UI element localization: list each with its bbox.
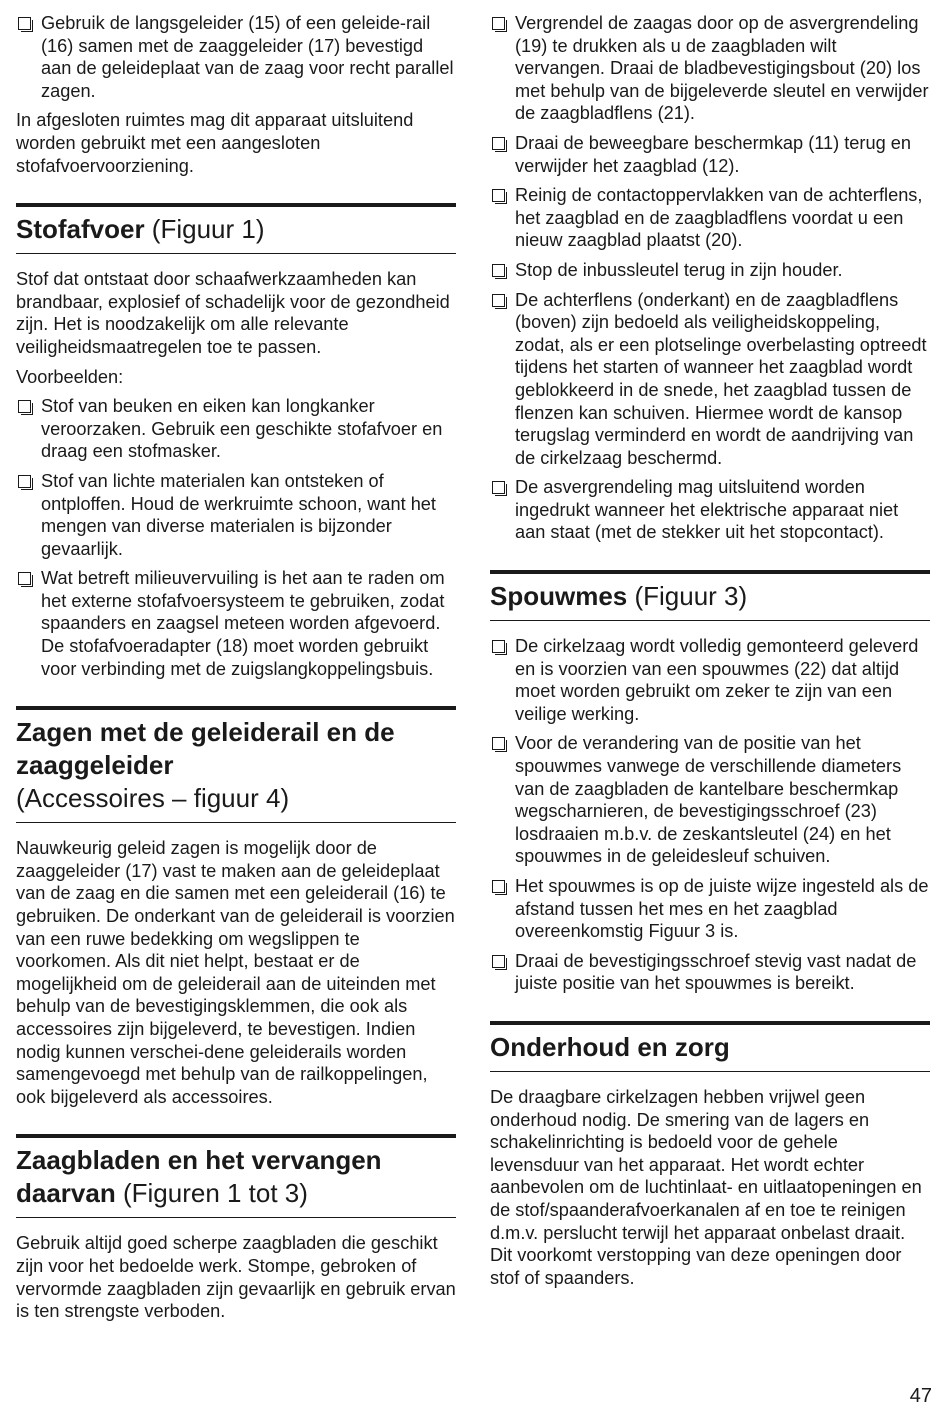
list-item: Draai de bevestigingsschroef stevig vast nadat de juiste positie van het spouwmes is bereikt. (490, 950, 930, 995)
checkbox-bullet-icon (492, 640, 505, 653)
list-item: Het spouwmes is op de juiste wijze ingesteld als de afstand tussen het mes en het zaagblad overeenkomstig Figuur 3 is. (490, 875, 930, 943)
page-number: 47 (909, 1385, 932, 1407)
checkbox-bullet-icon (492, 481, 505, 494)
checkbox-bullet-icon (18, 17, 31, 30)
checkbox-bullet-icon (492, 294, 505, 307)
section-heading: Stofafvoer (Figuur 1) (16, 203, 456, 254)
paragraph: Voorbeelden: (16, 366, 124, 387)
section-heading: Onderhoud en zorg (490, 1021, 930, 1072)
bullet-list (490, 635, 930, 995)
list-item: De cirkelzaag wordt volledig gemonteerd geleverd en is voorzien van een spouwmes (22) dat altijd moet worden gebruikt om zeker te zijn van een veilige werking. (490, 635, 930, 725)
checkbox-bullet-icon (492, 189, 505, 202)
list-item: Stof van lichte materialen kan ontsteken of ontploffen. Houd de werkruimte schoon, want het mengen van diverse materialen is bijzonder gevaarlijk. (16, 470, 456, 560)
paragraph: Nauwkeurig geleid zagen is mogelijk door de zaaggeleider (17) vast te maken aan de geleideplaat van de zaag en die samen met een geleiderail (16) te gebruiken. De onderkant van de geleiderail is voorzien van een ruwe bedekking om wegslippen te voorkomen. Als dit niet helpt, bestaat er de mogelijkheid om de geleiderail aan de uiteinden met behulp van de bevestigingsklemmen, die ook als accessoires zijn bijgeleverd, te bevestigen. Indien nodig kunnen verschei-dene geleiderails worden samengevoegd met behulp van de railkoppelingen, ook bijgeleverd als accessoires. (16, 838, 455, 1107)
paragraph: De draagbare cirkelzagen hebben vrijwel geen onderhoud nodig. De smering van de lagers en schakelinrichting is bedoeld voor de gehele levensduur van het apparaat. Het wordt echter aanbevolen om de luchtinlaat- en uitlaatopeningen en de stof/spaanderafvoerkanalen af en toe te reinigen d.m.v. perslucht terwijl het apparaat onbelast draait. Dit voorkomt verstopping van deze openingen door stof of spaanders. (490, 1086, 922, 1288)
list-item: De asvergrendeling mag uitsluitend worden ingedrukt wanneer het elektrische apparaat niet aan staat (met de stekker uit het stopcontact). (490, 476, 930, 544)
bullet-list (490, 12, 930, 544)
checkbox-bullet-icon (18, 400, 31, 413)
section-heading: Spouwmes (Figuur 3) (490, 570, 930, 621)
list-item: Gebruik de langsgeleider (15) of een geleide-rail (16) samen met de zaaggeleider (17) bevestigd aan de geleideplaat van de zaag voor recht parallel zagen. (16, 12, 456, 102)
bullet-list (16, 395, 456, 680)
list-item: Reinig de contactoppervlakken van de achterflens, het zaagblad en de zaagbladflens voordat u een nieuw zaagblad plaatst (20). (490, 184, 930, 252)
section-zaagbladen (16, 1134, 456, 1322)
section-onderhoud (490, 1021, 930, 1289)
checkbox-bullet-icon (18, 475, 31, 488)
checkbox-bullet-icon (492, 264, 505, 277)
checkbox-bullet-icon (18, 572, 31, 585)
section-heading: Zaagbladen en het vervangen daarvan (Figuren 1 tot 3) (16, 1134, 456, 1218)
list-item: Wat betreft milieuvervuiling is het aan te raden om het externe stofafvoersysteem te gebruiken, zodat spaanders en zaagsel meteen worden afgevoerd. De stofafvoeradapter (18) moet worden gebruikt voor verbinding met de zuigslangkoppelingsbuis. (16, 567, 456, 680)
section-zagen (16, 706, 456, 1108)
section-stofafvoer (16, 203, 456, 680)
list-item: Stof van beuken en eiken kan longkanker veroorzaken. Gebruik een geschikte stofafvoer en draag een stofmasker. (16, 395, 456, 463)
paragraph: Stof dat ontstaat door schaafwerkzaamheden kan brandbaar, explosief of schadelijk voor de gezondheid zijn. Het is noodzakelijk om alle relevante veiligheidsmaatregelen toe te passen. (16, 269, 450, 357)
right-column (490, 12, 930, 1296)
checkbox-bullet-icon (492, 737, 505, 750)
checkbox-bullet-icon (492, 955, 505, 968)
list-item: Stop de inbussleutel terug in zijn houder. (490, 259, 930, 282)
checkbox-bullet-icon (492, 17, 505, 30)
section-spouwmes (490, 570, 930, 995)
list-item: Vergrendel de zaagas door op de asvergrendeling (19) te drukken als u de zaagbladen wilt vervangen. Draai de bladbevestigingsbout (20) los met behulp van de bijgeleverde sleutel en verwijder de zaagbladflens (21). (490, 12, 930, 125)
paragraph: Gebruik altijd goed scherpe zaagbladen die geschikt zijn voor het bedoelde werk. Stompe, gebroken of vervormde zaagbladen zijn gevaarlijk en gebruik ervan is ten strengste verboden. (16, 1233, 456, 1322)
intro-paragraph: In afgesloten ruimtes mag dit apparaat uitsluitend worden gebruikt met een aangesloten stofafvoervoorziening. (16, 110, 414, 176)
section-heading: Zagen met de geleiderail en de zaaggeleider (Accessoires – figuur 4) (16, 706, 456, 823)
checkbox-bullet-icon (492, 137, 505, 150)
left-column (16, 12, 456, 1330)
checkbox-bullet-icon (492, 880, 505, 893)
intro-list (16, 12, 456, 102)
list-item: Draai de beweegbare beschermkap (11) terug en verwijder het zaagblad (12). (490, 132, 930, 177)
list-item: Voor de verandering van de positie van het spouwmes vanwege de verschillende diameters van de zaagbladen de kantelbare beschermkap wegscharnieren, de bevestigingsschroef (23) losdraaien m.b.v. de zeskantsleutel (24) en het spouwmes in de geleidesleuf schuiven. (490, 732, 930, 868)
list-item: De achterflens (onderkant) en de zaagbladflens (boven) zijn bedoeld als veiligheidskoppeling, zodat, als er een plotselinge overbelasting optreedt tijdens het starten of wanneer het zaagblad wordt geblokkeerd in de snede, het zaagblad tussen de flenzen kan schuiven. Hiermee wordt de kansop terugslag verminderd en wordt de aandrijving van de cirkelzaag beschermd. (490, 289, 930, 470)
